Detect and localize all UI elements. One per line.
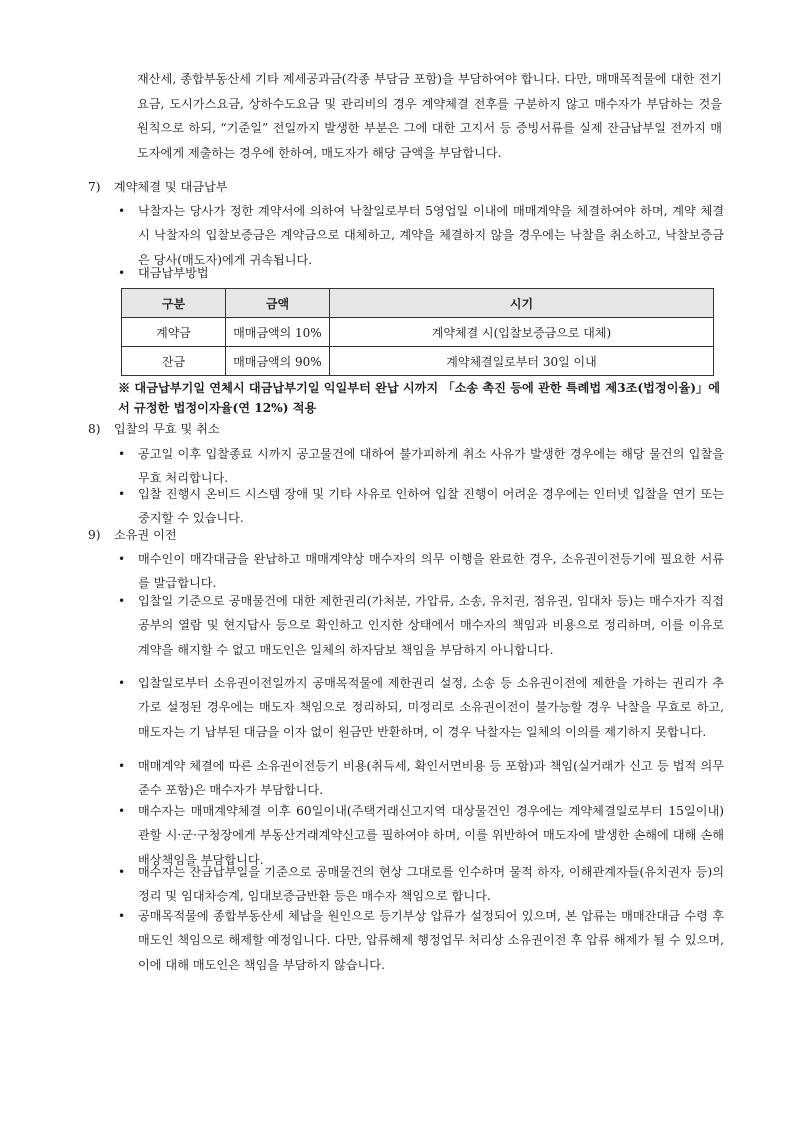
bullet-icon: • [118,204,126,218]
bullet-icon: • [118,594,126,608]
list-item [118,904,724,977]
table-cell: 매매금액의 10% [226,318,330,347]
intro-paragraph: 재산세, 종합부동산세 기타 제세공과금(각종 부담금 포함)을 부담하여야 합니다. 다만, 매매목적물에 대한 전기요금, 도시가스요금, 상하수도요금 및 관리비의 경우 계약체결 전후를 구분하지 않고 매수자가 부담하는 것을 원칙으로 하되, “기준일” 전일까지 발생한 부분은 그에 대한 고지서 등 증빙서류를 실제 잔금납부일 전까지 매도자에게 제출하는 경우에 한하여, 매도자가 해당 금액을 부담합니다. [137,72,722,160]
list-item-text: 매수인이 매각대금을 완납하고 매매계약상 매수자의 의무 이행을 완료한 경우, 소유권이전등기에 필요한 서류를 발급합니다. [138,552,724,591]
bullet-icon: • [118,804,126,818]
table-row [122,318,714,347]
list-item-text: 공고일 이후 입찰종료 시까지 공고물건에 대하여 불가피하게 취소 사유가 발생한 경우에는 해당 물건의 입찰을 무효 처리합니다. [138,447,724,486]
list-item [118,754,724,803]
list-item-text: 입찰일 기준으로 공매물건에 대한 제한권리(가처분, 가압류, 소송, 유치권, 점유권, 임대차 등)는 매수자가 직접 공부의 열람 및 현지답사 등으로 확인하고 인지한 상태에서 매수자의 책임과 비용으로 정리하며, 이를 이유로 계약을 해지할 수 없고 매도인은 일체의 하자담보 책임을 부담하지 아니합니다. [138,594,724,657]
section-8-heading [88,418,220,440]
section-number: 9) [88,528,101,542]
list-item-text: 대금납부방법 [138,266,209,280]
bullet-icon: • [118,759,126,773]
late-payment-note: ※ 대금납부기일 연체시 대금납부기일 익일부터 완납 시까지 「소송 촉진 등에 관한 특례법 제3조(법정이율)」에서 규정한 법정이자율(연 12%) 적용 [118,381,720,415]
table-header-row [122,289,714,318]
table-cell: 계약체결 시(입찰보증금으로 대체) [330,318,714,347]
list-item-text: 매매계약 체결에 따른 소유권이전등기 비용(취득세, 확인서면비용 등 포함)과 책임(실거래가 신고 등 법적 의무 준수 포함)은 매수자가 부담합니다. [138,759,724,798]
section-9-heading [88,524,177,546]
list-item [118,671,724,744]
section-number: 8) [88,422,101,436]
bullet-icon: • [118,676,126,690]
list-item-text: 공매목적물에 종합부동산세 체납을 원인으로 등기부상 압류가 설정되어 있으며, 본 압류는 매매잔대금 수령 후 매도인 책임으로 해제할 예정입니다. 다만, 압류해제 행정업무 처리상 소유권이전 후 압류 해제가 될 수 있으며, 이에 대해 매도인은 책임을 부담하지 않습니다. [138,909,724,972]
bullet-icon: • [118,865,126,879]
section-number: 7) [88,180,101,194]
bullet-icon: • [118,909,126,923]
table-cell: 계약금 [122,318,226,347]
bullet-icon: • [118,447,126,461]
bullet-icon: • [118,266,126,280]
table-cell: 잔금 [122,347,226,376]
bullet-icon: • [118,552,126,566]
list-item [118,860,724,909]
bullet-icon: • [118,487,126,501]
list-item-text: 입찰 진행시 온비드 시스템 장애 및 기타 사유로 인하여 입찰 진행이 어려운 경우에는 인터넷 입찰을 연기 또는 중지할 수 있습니다. [138,487,724,526]
list-item [118,482,724,531]
payment-table [121,288,714,376]
section-7-heading [88,176,228,198]
table-header-cell: 금액 [226,289,330,318]
list-item-text: 매수자는 잔금납부일을 기준으로 공매물건의 현상 그대로를 인수하며 물적 하자, 이해관계자들(유치권자 등)의 정리 및 임대차승계, 임대보증금반환 등은 매수자 책임으로 합니다. [138,865,724,904]
table-header-cell: 시기 [330,289,714,318]
table-cell: 매매금액의 90% [226,347,330,376]
table-cell: 계약체결일로부터 30일 이내 [330,347,714,376]
section-title: 계약체결 및 대금납부 [113,180,228,194]
table-row [122,347,714,376]
list-item-text: 낙찰자는 당사가 정한 계약서에 의하여 낙찰일로부터 5영업일 이내에 매매계약을 체결하여야 하며, 계약 체결 시 낙찰자의 입찰보증금은 계약금으로 대체하고, 계약을 체결하지 않을 경우에는 낙찰을 취소하고, 낙찰보증금은 당사(매도자)에게 귀속됩니다. [138,204,724,267]
section-title: 입찰의 무효 및 취소 [113,422,220,436]
list-item-text: 매수자는 매매계약체결 이후 60일이내(주택거래신고지역 대상물건인 경우에는 계약체결일로부터 15일이내) 관할 시·군·구청장에게 부동산거래계약신고를 필하여야 하며, 이를 위반하여 매도자에 발생한 손해에 대해 손해배상책임을 부담합니다. [138,804,724,867]
section-title: 소유권 이전 [113,528,177,542]
list-item-text: 입찰일로부터 소유권이전일까지 공매목적물에 제한권리 설정, 소송 등 소유권이전에 제한을 가하는 권리가 추가로 설정된 경우에는 매도자 책임으로 정리하되, 미정리로 소유권이전이 불가능할 경우 낙찰을 무효로 하고, 매도자는 기 납부된 대금을 이자 없이 원금만 반환하며, 이 경우 낙찰자는 일체의 이의를 제기하지 못합니다. [138,676,724,739]
list-item [118,589,724,662]
list-item [118,261,724,285]
table-header-cell: 구분 [122,289,226,318]
